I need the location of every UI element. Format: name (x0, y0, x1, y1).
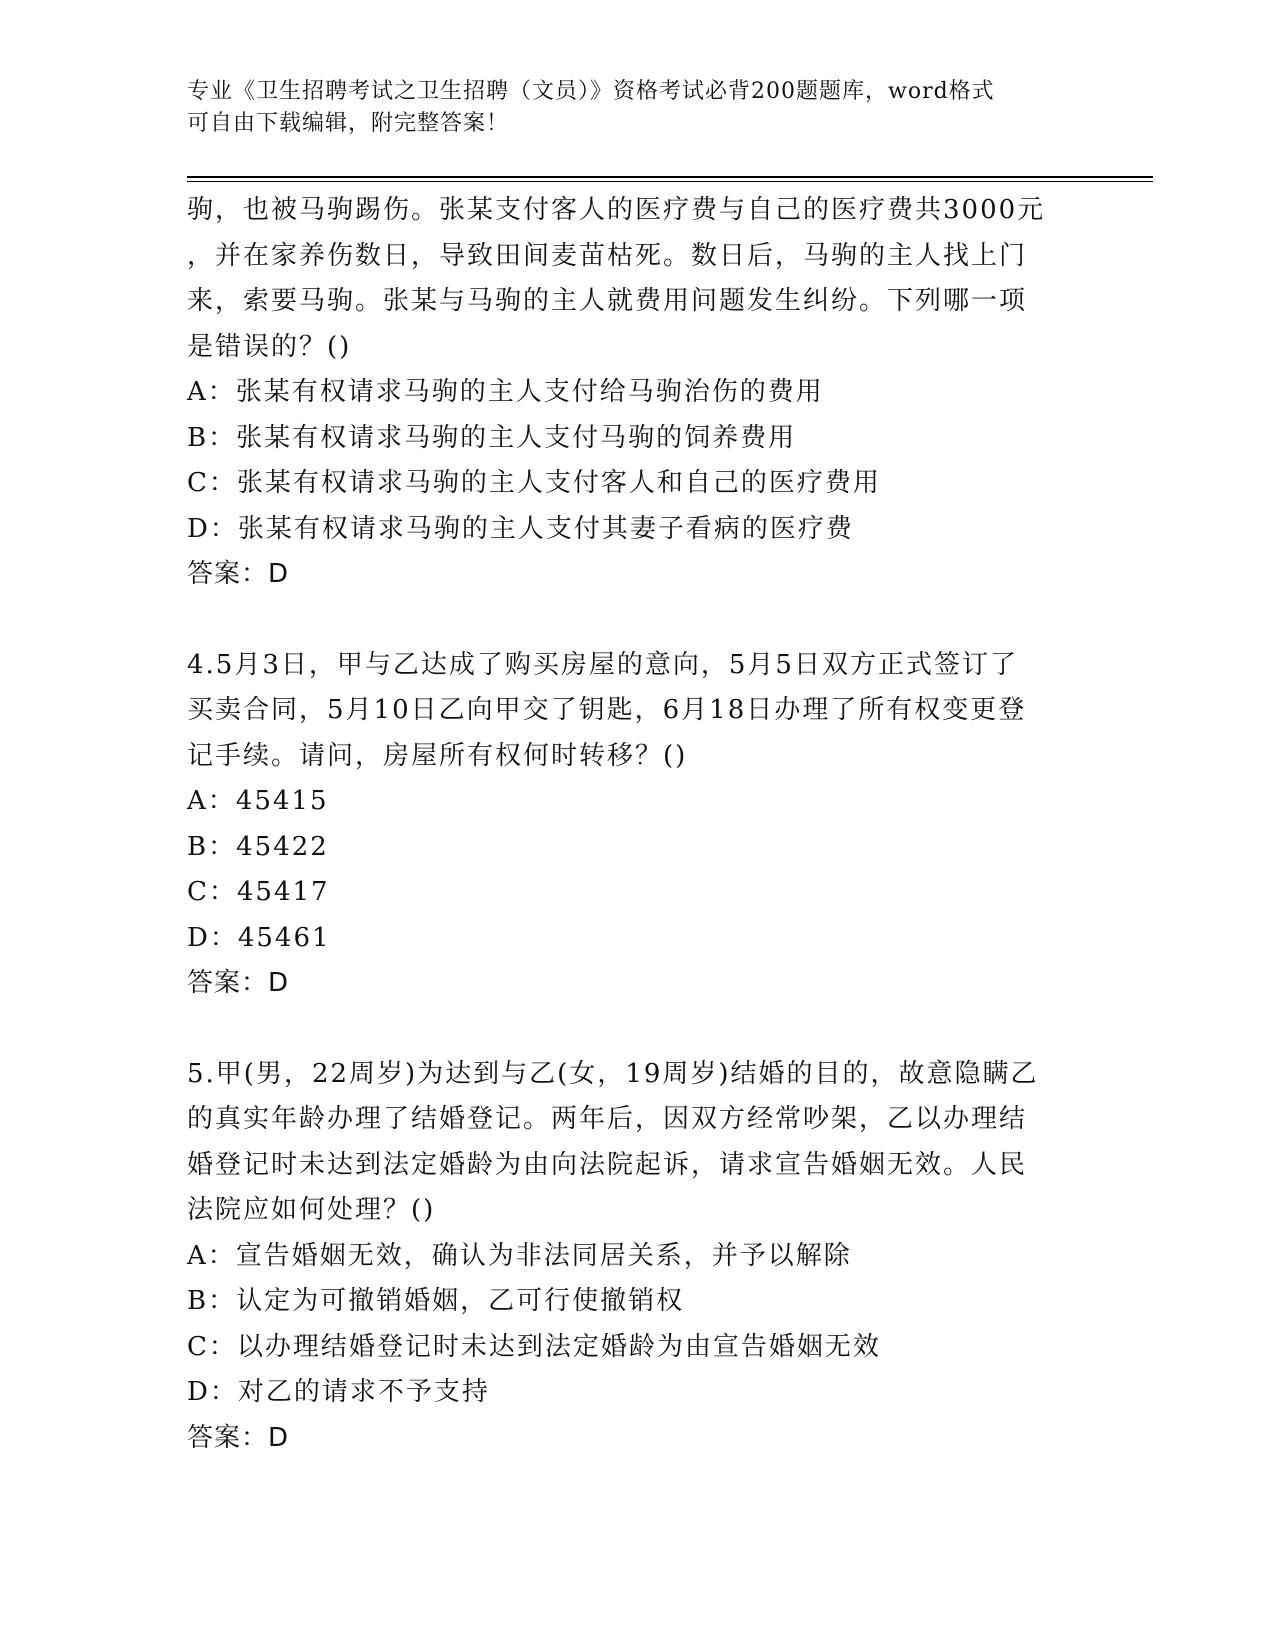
header-divider-thin (187, 181, 1153, 182)
option-b: B：45422 (187, 831, 329, 862)
option-d: D：张某有权请求马驹的主人支付其妻子看病的医疗费 (187, 513, 854, 544)
option-a: A：张某有权请求马驹的主人支付给马驹治伤的费用 (187, 377, 824, 407)
spacer (187, 598, 1087, 643)
question-text-line: 的真实年龄办理了结婚登记。两年后，因双方经常吵架，乙以办理结 (187, 1104, 1028, 1134)
question-text-line: 来，索要马驹。张某与马驹的主人就费用问题发生纠纷。下列哪一项 (187, 286, 1028, 316)
option-c: C：45417 (187, 877, 330, 907)
option-c: C：张某有权请求马驹的主人支付客人和自己的医疗费用 (187, 468, 881, 498)
question-text-line: 是错误的？() (187, 331, 352, 362)
option-c: C：以办理结婚登记时未达到法定婚龄为由宣告婚姻无效 (187, 1331, 881, 1362)
answer-label: 答案：D (187, 559, 290, 589)
question-block (187, 188, 1087, 598)
question-text-line: 买卖合同，5月10日乙向甲交了钥匙，6月18日办理了所有权变更登 (187, 695, 1027, 725)
option-b: B：认定为可撤销婚姻，乙可行使撤销权 (187, 1286, 685, 1316)
question-text-line: 驹，也被马驹踢伤。张某支付客人的医疗费与自己的医疗费共3000元 (187, 195, 1046, 225)
question-list (187, 188, 1087, 1461)
option-a: A：宣告婚姻无效，确认为非法同居关系，并予以解除 (187, 1240, 852, 1271)
question-text-line: 法院应如何处理？() (187, 1195, 436, 1225)
header-title-line-1: 专业《卫生招聘考试之卫生招聘（文员）》资格考试必背200题题库，word格式 (187, 79, 995, 104)
spacer (187, 1007, 1087, 1052)
option-a: A：45415 (187, 786, 329, 816)
question-block (187, 1052, 1087, 1462)
option-d: D：对乙的请求不予支持 (187, 1377, 490, 1407)
question-text-line: 记手续。请问，房屋所有权何时转移？() (187, 740, 688, 771)
header-divider-thick (187, 176, 1153, 178)
page-header (187, 76, 1087, 140)
answer-label: 答案：D (187, 1422, 290, 1453)
header-title-line-2: 可自由下载编辑，附完整答案！ (187, 111, 510, 136)
question-text-line: 4.5月3日，甲与乙达成了购买房屋的意向，5月5日双方正式签订了 (187, 649, 1018, 680)
option-b: B：张某有权请求马驹的主人支付马驹的饲养费用 (187, 422, 797, 453)
question-text-line: ，并在家养伤数日，导致田间麦苗枯死。数日后，马驹的主人找上门 (187, 240, 1028, 271)
option-d: D：45461 (187, 922, 331, 953)
answer-label: 答案：D (187, 968, 290, 998)
question-text-line: 婚登记时未达到法定婚龄为由向法院起诉，请求宣告婚姻无效。人民 (187, 1149, 1028, 1180)
question-block (187, 643, 1087, 1007)
question-text-line: 5.甲(男，22周岁)为达到与乙(女，19周岁)结婚的目的，故意隐瞒乙 (187, 1058, 1039, 1089)
